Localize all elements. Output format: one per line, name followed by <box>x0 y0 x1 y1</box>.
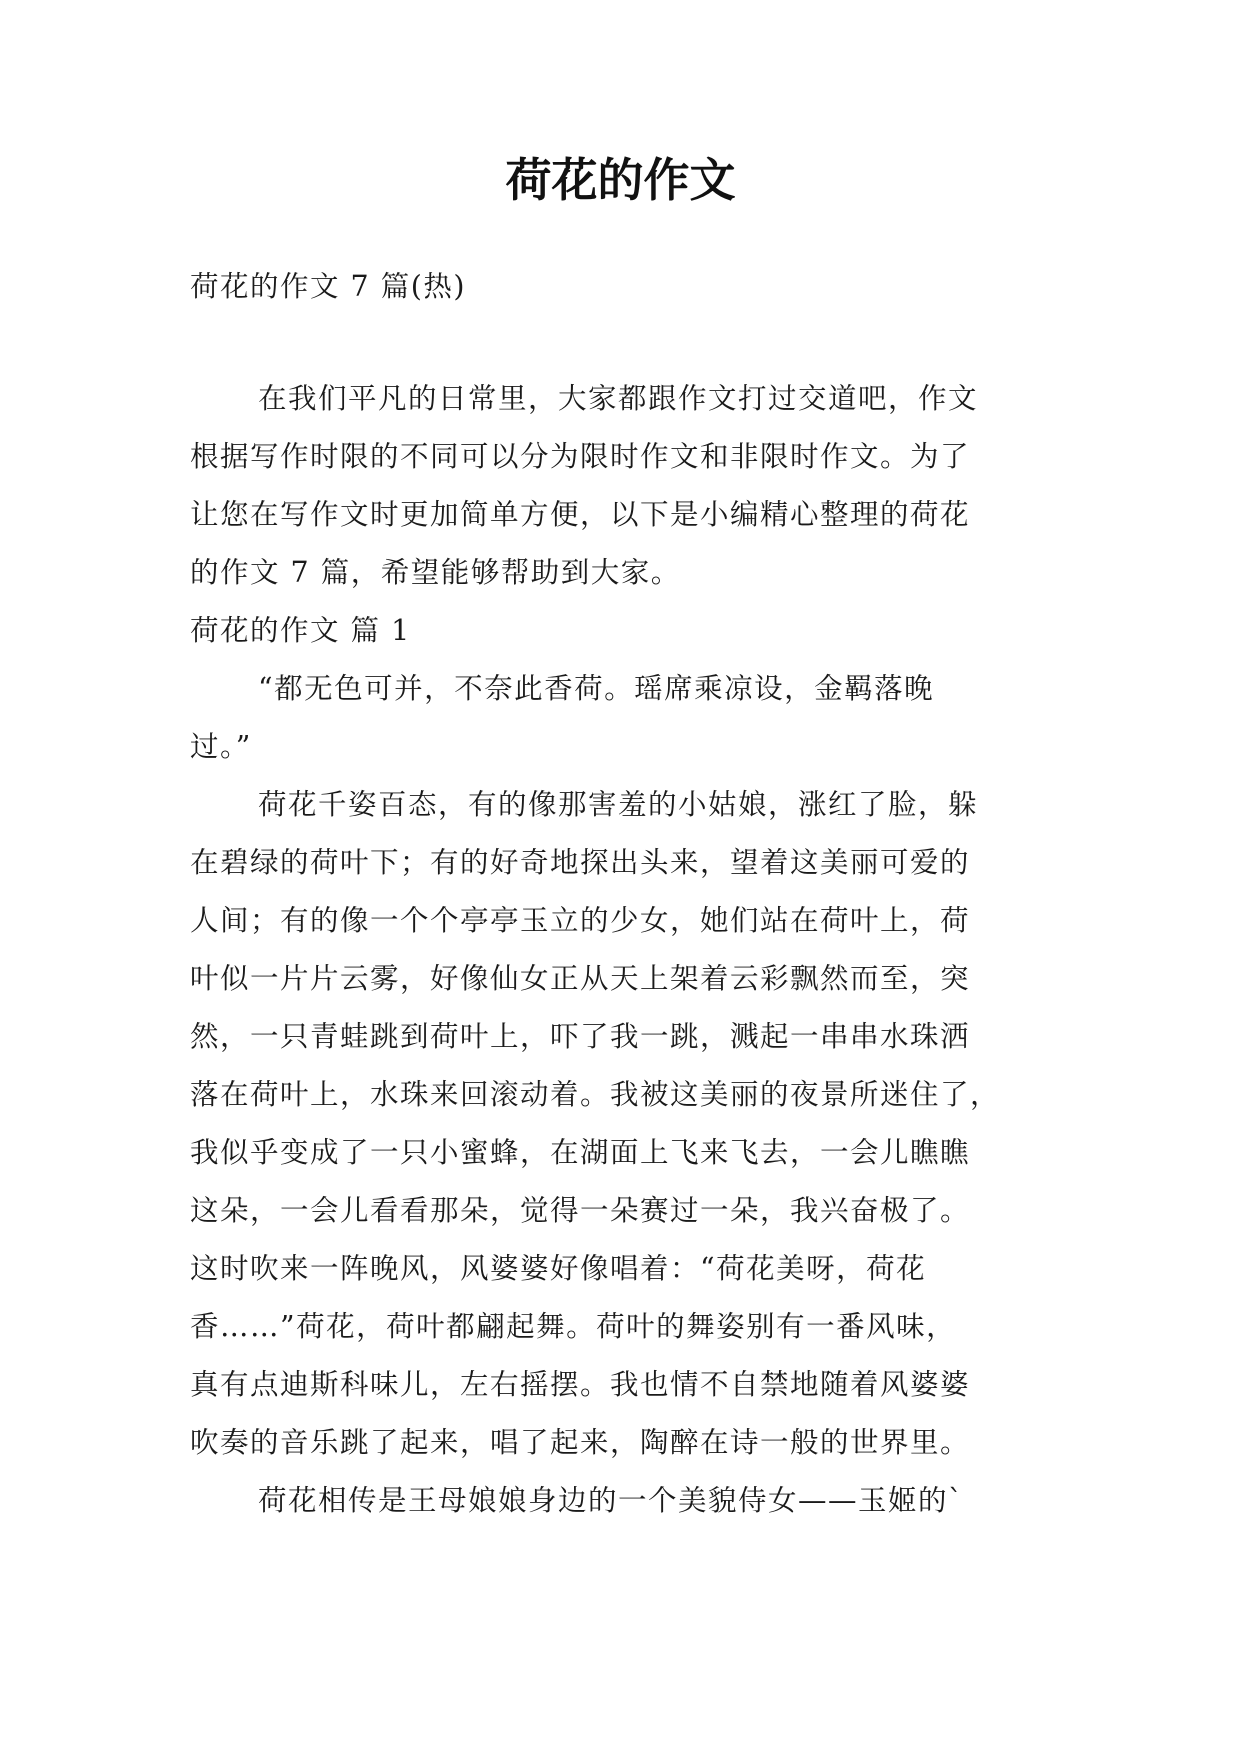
paragraph-line: 然，一只青蛙跳到荷叶上，吓了我一跳，溅起一串串水珠洒 <box>190 1020 971 1053</box>
intro-line: 让您在写作文时更加简单方便，以下是小编精心整理的荷花 <box>190 498 971 531</box>
document-body <box>190 258 1058 1530</box>
intro-paragraph <box>190 370 1058 602</box>
quote-line: “都无色可并，不奈此香荷。瑶席乘凉设，金羁落晚 <box>258 672 935 705</box>
document-title: 荷花的作文 <box>505 153 736 207</box>
quote-paragraph <box>190 660 1058 776</box>
paragraph-line: 吹奏的音乐跳了起来，唱了起来，陶醉在诗一般的世界里。 <box>190 1426 971 1459</box>
paragraph-line: 荷花千姿百态，有的像那害羞的小姑娘，涨红了脸，躲 <box>258 788 979 821</box>
paragraph-line: 这朵，一会儿看看那朵，觉得一朵赛过一朵，我兴奋极了。 <box>190 1194 971 1227</box>
body-paragraph-1 <box>190 776 1058 1472</box>
paragraph-line: 在碧绿的荷叶下；有的好奇地探出头来，望着这美丽可爱的 <box>190 846 971 879</box>
paragraph-line: 这时吹来一阵晚风，风婆婆好像唱着：“荷花美呀，荷花 <box>190 1252 927 1285</box>
paragraph-line: 我似乎变成了一只小蜜蜂，在湖面上飞来飞去，一会儿瞧瞧 <box>190 1136 971 1169</box>
intro-line: 根据写作时限的不同可以分为限时作文和非限时作文。为了 <box>190 440 971 473</box>
paragraph-line: 真有点迪斯科味儿，左右摇摆。我也情不自禁地随着风婆婆 <box>190 1368 971 1401</box>
body-paragraph-2 <box>190 1472 1058 1530</box>
paragraph-line: 荷花相传是王母娘娘身边的一个美貌侍女——玉姬的` <box>258 1484 964 1517</box>
document-subtitle: 荷花的作文 7 篇(热) <box>190 270 466 303</box>
paragraph-line: 落在荷叶上，水珠来回滚动着。我被这美丽的夜景所迷住了， <box>190 1078 1001 1111</box>
section-heading: 荷花的作文 篇 1 <box>190 614 411 647</box>
paragraph-line: 叶似一片片云雾，好像仙女正从天上架着云彩飘然而至，突 <box>190 962 971 995</box>
paragraph-line: 人间；有的像一个个亭亭玉立的少女，她们站在荷叶上，荷 <box>190 904 971 937</box>
paragraph-line: 香……”荷花，荷叶都翩起舞。荷叶的舞姿别有一番风味， <box>190 1310 957 1343</box>
intro-line: 在我们平凡的日常里，大家都跟作文打过交道吧，作文 <box>258 382 979 415</box>
quote-line: 过。” <box>190 730 252 763</box>
intro-line: 的作文 7 篇，希望能够帮助到大家。 <box>190 556 681 589</box>
spacer <box>190 316 1058 370</box>
